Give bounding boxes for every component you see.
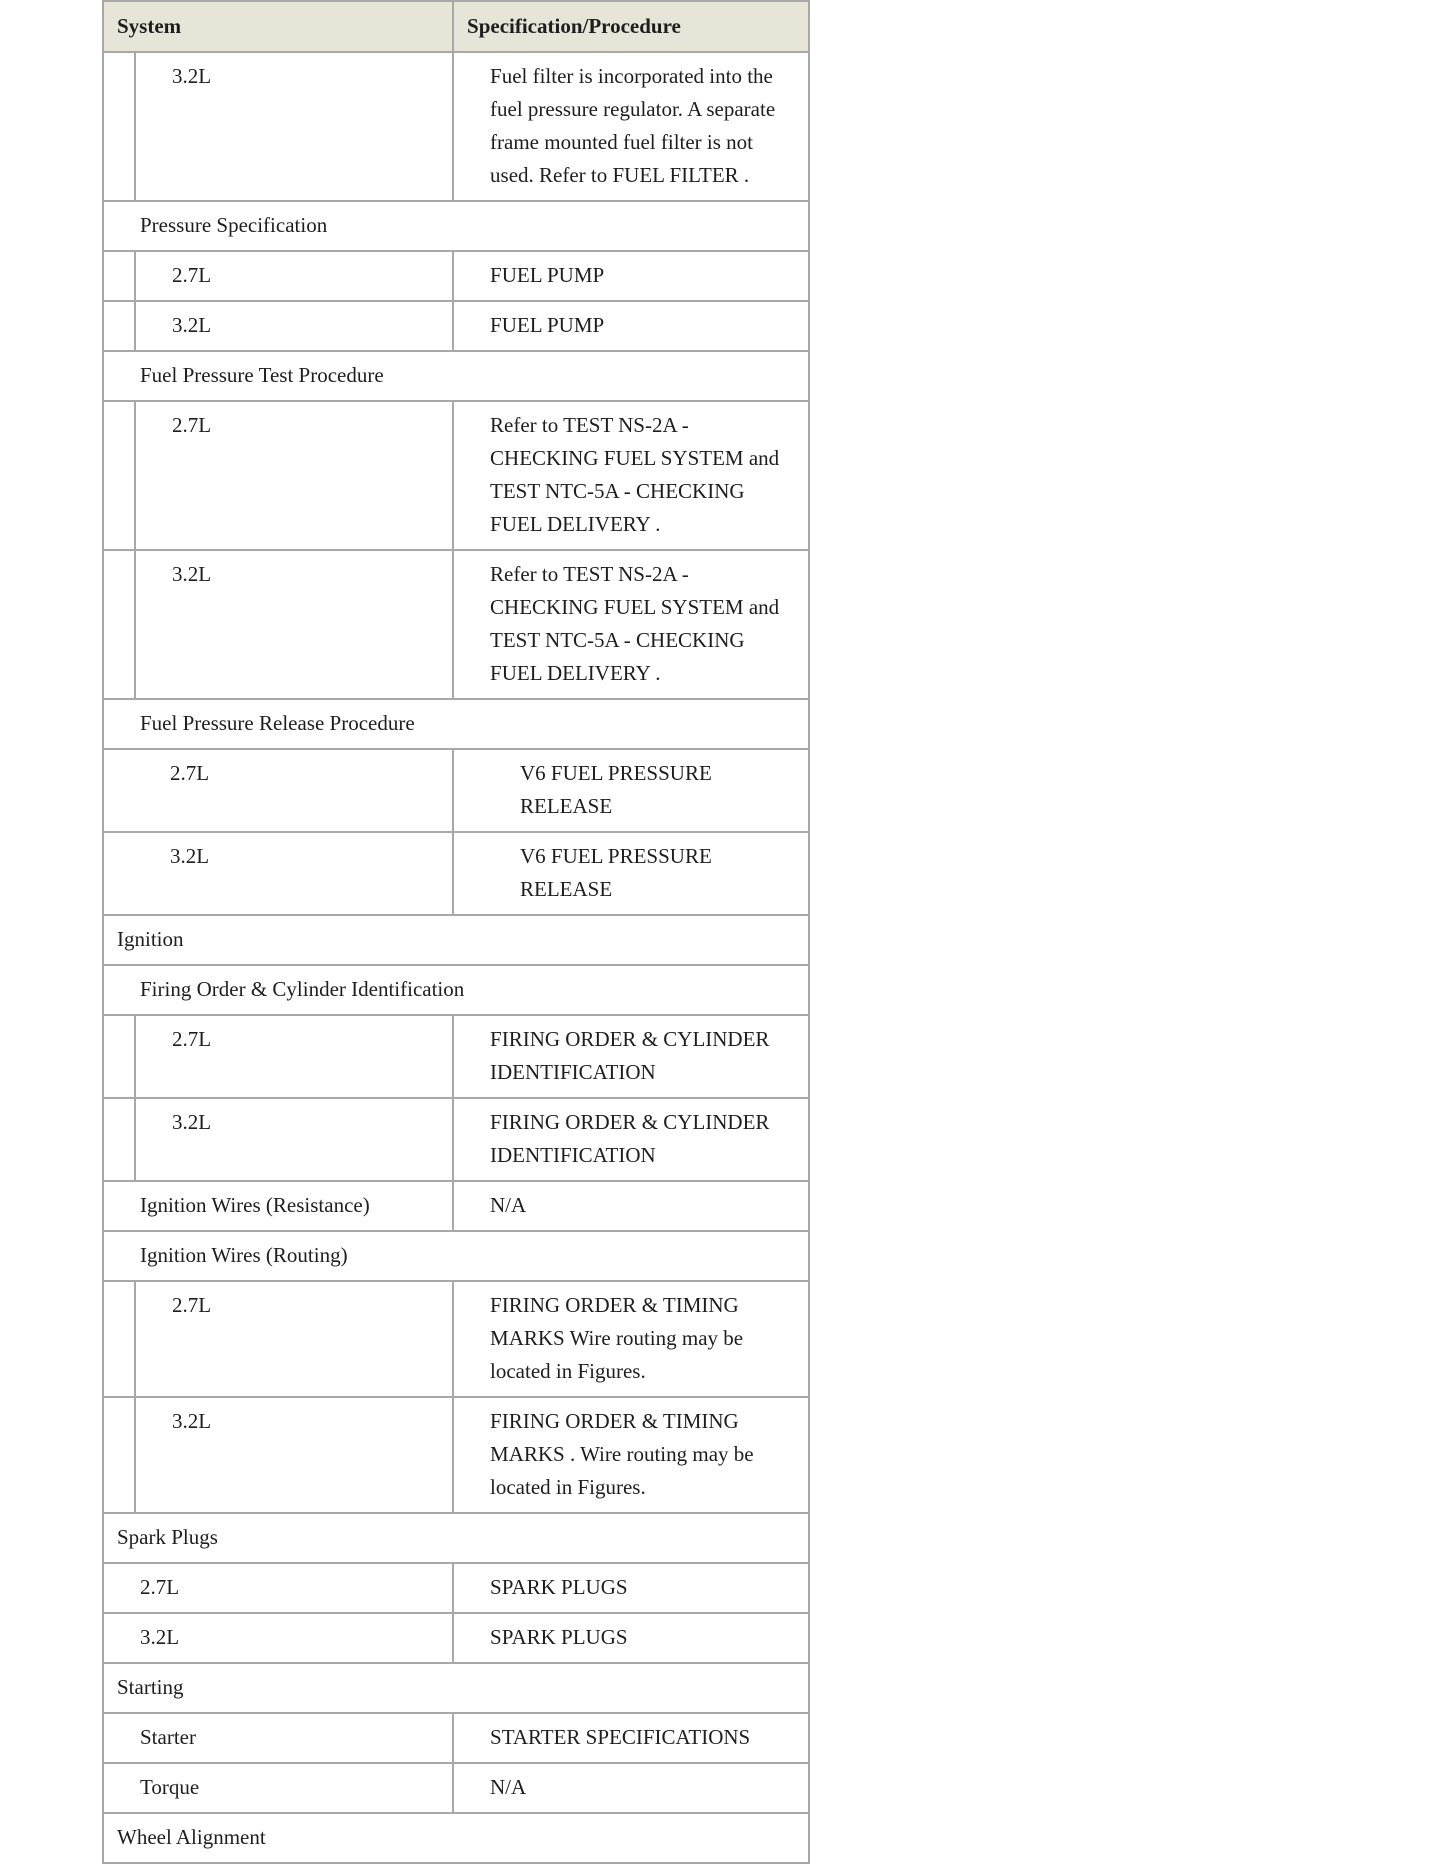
spec-cell: FIRING ORDER & CYLINDER IDENTIFICATION <box>453 1015 809 1098</box>
table-row <box>103 832 809 915</box>
system-cell: 2.7L <box>103 749 453 832</box>
group-row <box>103 1231 809 1281</box>
spec-cell: FIRING ORDER & TIMING MARKS . Wire routing may be located in Figures. <box>453 1397 809 1513</box>
table-row <box>103 550 809 699</box>
system-cell: 3.2L <box>135 1397 453 1513</box>
table-row <box>103 251 809 301</box>
group-row <box>103 965 809 1015</box>
system-cell: Ignition Wires (Resistance) <box>103 1181 453 1231</box>
group-row <box>103 699 809 749</box>
group-row <box>103 351 809 401</box>
table-row <box>103 1397 809 1513</box>
group-label: Fuel Pressure Release Procedure <box>103 699 809 749</box>
indent-cell <box>103 1098 135 1181</box>
section-label: Ignition <box>103 915 809 965</box>
group-label: Pressure Specification <box>103 201 809 251</box>
section-row <box>103 915 809 965</box>
table-row <box>103 52 809 201</box>
system-cell: 3.2L <box>135 550 453 699</box>
system-cell: 2.7L <box>103 1563 453 1613</box>
spec-column-header: Specification/Procedure <box>453 1 809 52</box>
table-header-row <box>103 1 809 52</box>
indent-cell <box>103 550 135 699</box>
section-label: Spark Plugs <box>103 1513 809 1563</box>
section-label: Starting <box>103 1663 809 1713</box>
system-cell: Starter <box>103 1713 453 1763</box>
indent-cell <box>103 301 135 351</box>
spec-cell: N/A <box>453 1763 809 1813</box>
table-row <box>103 1613 809 1663</box>
system-cell: 2.7L <box>135 1281 453 1397</box>
spec-cell: N/A <box>453 1181 809 1231</box>
indent-cell <box>103 1397 135 1513</box>
table-row <box>103 1015 809 1098</box>
spec-cell: Refer to TEST NS-2A - CHECKING FUEL SYSTEM and TEST NTC-5A - CHECKING FUEL DELIVERY . <box>453 401 809 550</box>
table-row <box>103 1098 809 1181</box>
table-row <box>103 401 809 550</box>
section-row <box>103 1513 809 1563</box>
system-cell: 2.7L <box>135 251 453 301</box>
spec-cell: SPARK PLUGS <box>453 1563 809 1613</box>
spec-cell: STARTER SPECIFICATIONS <box>453 1713 809 1763</box>
table-row <box>103 1713 809 1763</box>
table-row <box>103 1763 809 1813</box>
system-cell: 3.2L <box>135 1098 453 1181</box>
group-label: Firing Order & Cylinder Identification <box>103 965 809 1015</box>
system-column-header: System <box>103 1 453 52</box>
spec-cell: Refer to TEST NS-2A - CHECKING FUEL SYSTEM and TEST NTC-5A - CHECKING FUEL DELIVERY . <box>453 550 809 699</box>
table-row <box>103 1563 809 1613</box>
section-label: Wheel Alignment <box>103 1813 809 1863</box>
system-cell: 2.7L <box>135 1015 453 1098</box>
system-cell: 3.2L <box>103 1613 453 1663</box>
indent-cell <box>103 401 135 550</box>
group-label: Fuel Pressure Test Procedure <box>103 351 809 401</box>
table-row <box>103 1281 809 1397</box>
spec-cell: FUEL PUMP <box>453 301 809 351</box>
system-cell: Torque <box>103 1763 453 1813</box>
spec-cell: FUEL PUMP <box>453 251 809 301</box>
specifications-table <box>102 0 810 1864</box>
table-row <box>103 301 809 351</box>
indent-cell <box>103 52 135 201</box>
system-cell: 2.7L <box>135 401 453 550</box>
system-cell: 3.2L <box>135 52 453 201</box>
section-row <box>103 1663 809 1713</box>
table-row <box>103 1181 809 1231</box>
spec-cell: V6 FUEL PRESSURE RELEASE <box>453 832 809 915</box>
section-row <box>103 1813 809 1863</box>
indent-cell <box>103 1015 135 1098</box>
group-row <box>103 201 809 251</box>
table-body <box>103 52 809 1863</box>
system-cell: 3.2L <box>135 301 453 351</box>
system-cell: 3.2L <box>103 832 453 915</box>
group-label: Ignition Wires (Routing) <box>103 1231 809 1281</box>
spec-cell: FIRING ORDER & CYLINDER IDENTIFICATION <box>453 1098 809 1181</box>
table-row <box>103 749 809 832</box>
spec-cell: V6 FUEL PRESSURE RELEASE <box>453 749 809 832</box>
indent-cell <box>103 251 135 301</box>
spec-cell: SPARK PLUGS <box>453 1613 809 1663</box>
spec-cell: Fuel filter is incorporated into the fuel pressure regulator. A separate frame mounted fuel filter is not used. Refer to FUEL FILTER . <box>453 52 809 201</box>
spec-cell: FIRING ORDER & TIMING MARKS Wire routing may be located in Figures. <box>453 1281 809 1397</box>
indent-cell <box>103 1281 135 1397</box>
